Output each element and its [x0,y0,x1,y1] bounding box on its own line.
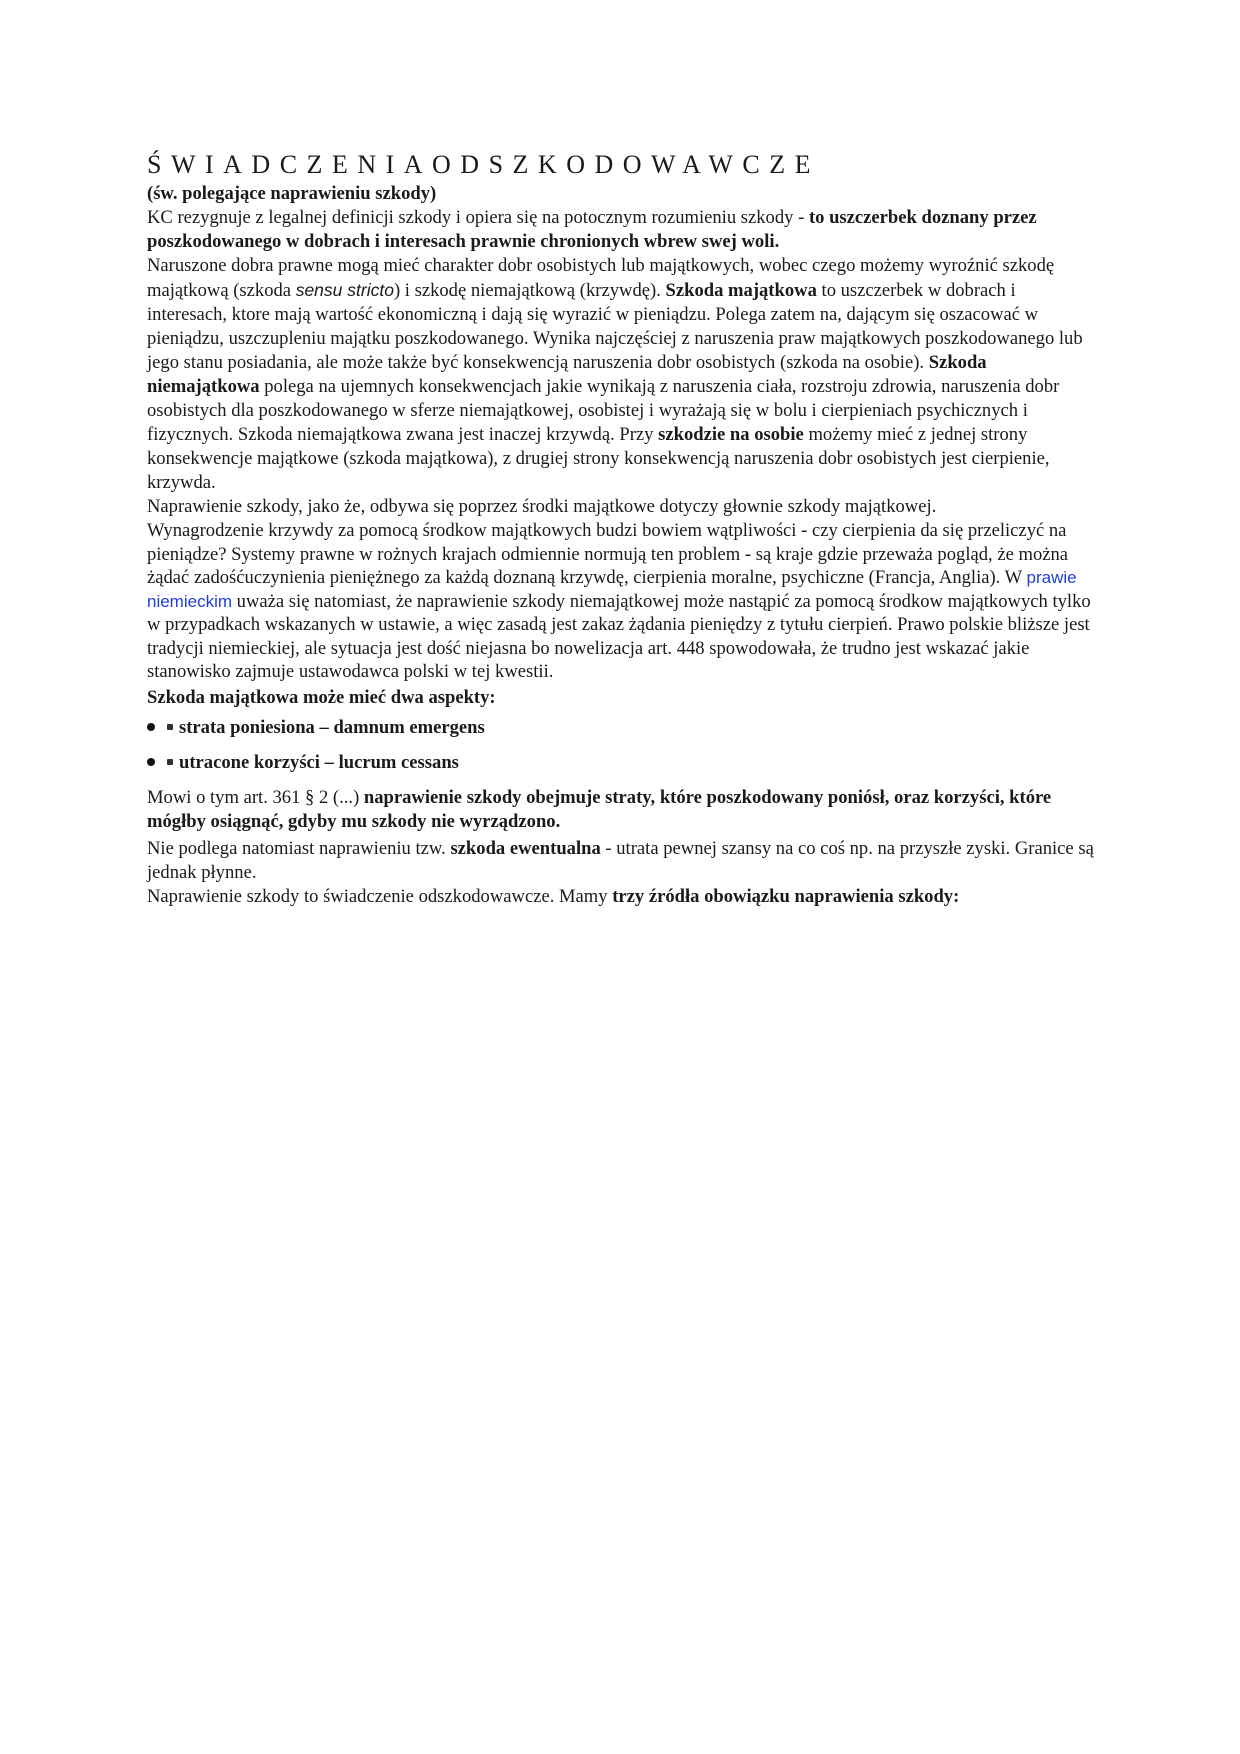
bullet-icon [147,758,155,766]
aspects-heading: Szkoda majątkowa może mieć dwa aspekty: [147,686,496,708]
paragraph-definition: KC rezygnuje z legalnej definicji szkody i opiera się na potocznym rozumieniu szkody - to uszczerbek doznany przez poszkodowanego w dobrach i interesach prawnie chronionych wbrew swej woli. [147,207,1037,252]
page-title: ŚWIADCZENIAODSZKODOWAWCZE [147,150,821,179]
paragraph-compensation: Wynagrodzenie krzywdy za pomocą środkow majątkowych budzi bowiem wątpliwości - czy cierpienia da się przeliczyć na pieniądze? Systemy prawne w rożnych krajach odmiennie normują ten problem - są kraje gdzie przeważa pogląd, że można żądać zadośćuczynienia pieniężnego za każdą doznaną krzywdę, cierpienia moralne, psychiczne (Francja, Anglia). W prawie niemieckim uważa się natomiast, że naprawienie szkody niemajątkowej może nastąpić za pomocą środkow majątkowych tylko w przypadkach wskazanych w ustawie, a więc zasadą jest zakaz żądania pieniędzy z tytułu cierpień. Prawo polskie bliższe jest tradycji niemieckiej, ale sytuacja jest dość niejasna bo nowelizacja art. 448 spowodowała, że trudno jest wskazać jakie stanowisko zajmuje ustawodawca polski w tej kwestii. [147,520,1091,682]
subtitle: (św. polegające naprawieniu szkody) [147,183,437,204]
list-item: strata poniesiona – damnum emergens [147,716,1097,751]
list-item: utracone korzyści – lucrum cessans [147,751,1097,786]
link-prawie-niemieckim[interactable]: prawie niemieckim [147,568,1077,611]
paragraph-eventual-damage: Nie podlega natomiast naprawieniu tzw. szkoda ewentualna - utrata pewnej szansy na co coś np. na przyszłe zyski. Granice są jednak płynne. [147,837,1094,883]
term-eventual-damage: szkoda ewentualna [450,837,601,859]
document-body [147,148,1097,909]
term-material-damage: Szkoda majątkowa [665,280,817,301]
term-non-material-damage: Szkoda niemajątkowa [147,352,987,397]
square-bullet-icon [167,759,173,765]
term-personal-damage: szkodzie na osobie [658,424,804,445]
aspects-list [147,716,1097,786]
paragraph-art-361: Mowi o tym art. 361 § 2 (...) naprawienie szkody obejmuje straty, które poszkodowany poniósł, oraz korzyści, które mógłby osiągnąć, gdyby mu szkody nie wyrządzono. [147,786,1052,832]
term-sensu-stricto: sensu stricto [295,280,394,300]
square-bullet-icon [167,724,173,730]
paragraph-remedy: Naprawienie szkody, jako że, odbywa się poprzez środki majątkowe dotyczy głownie szkody majątkowej. [147,496,937,517]
bullet-icon [147,723,155,731]
paragraph-sources: Naprawienie szkody to świadczenie odszkodowawcze. Mamy trzy źródła obowiązku naprawienia szkody: [147,885,960,907]
paragraph-damage-types: Naruszone dobra prawne mogą mieć charakter dobr osobistych lub majątkowych, wobec czego możemy wyroźnić szkodę majątkową (szkoda sensu stricto) i szkodę niemajątkową (krzywdę). Szkoda majątkowa to uszczerbek w dobrach i interesach, ktore mają wartość ekonomiczną i dają się wyrazić w pieniądzu. Polega zatem na, dającym się oszacować w pieniądzu, uszczupleniu majątku poszkodowanego. Wynika najczęściej z naruszenia praw majątkowych poszkodowanego lub jego stanu posiadania, ale może także być konsekwencją naruszenia dobr osobistych (szkoda na osobie). Szkoda niemajątkowa polega na ujemnych konsekwencjach jakie wynikają z naruszenia ciała, rozstroju zdrowia, naruszenia dobr osobistych dla poszkodowanego w sferze niemajątkowej, osobistej i wyrażają się w bolu i cierpieniach psychicznych i fizycznych. Szkoda niemajątkowa zwana jest inaczej krzywdą. Przy szkodzie na osobie możemy mieć z jednej strony konsekwencje majątkowe (szkoda majątkowa), z drugiej strony konsekwencją naruszenia dobr osobistych jest cierpienie, krzywda. [147,255,1083,493]
